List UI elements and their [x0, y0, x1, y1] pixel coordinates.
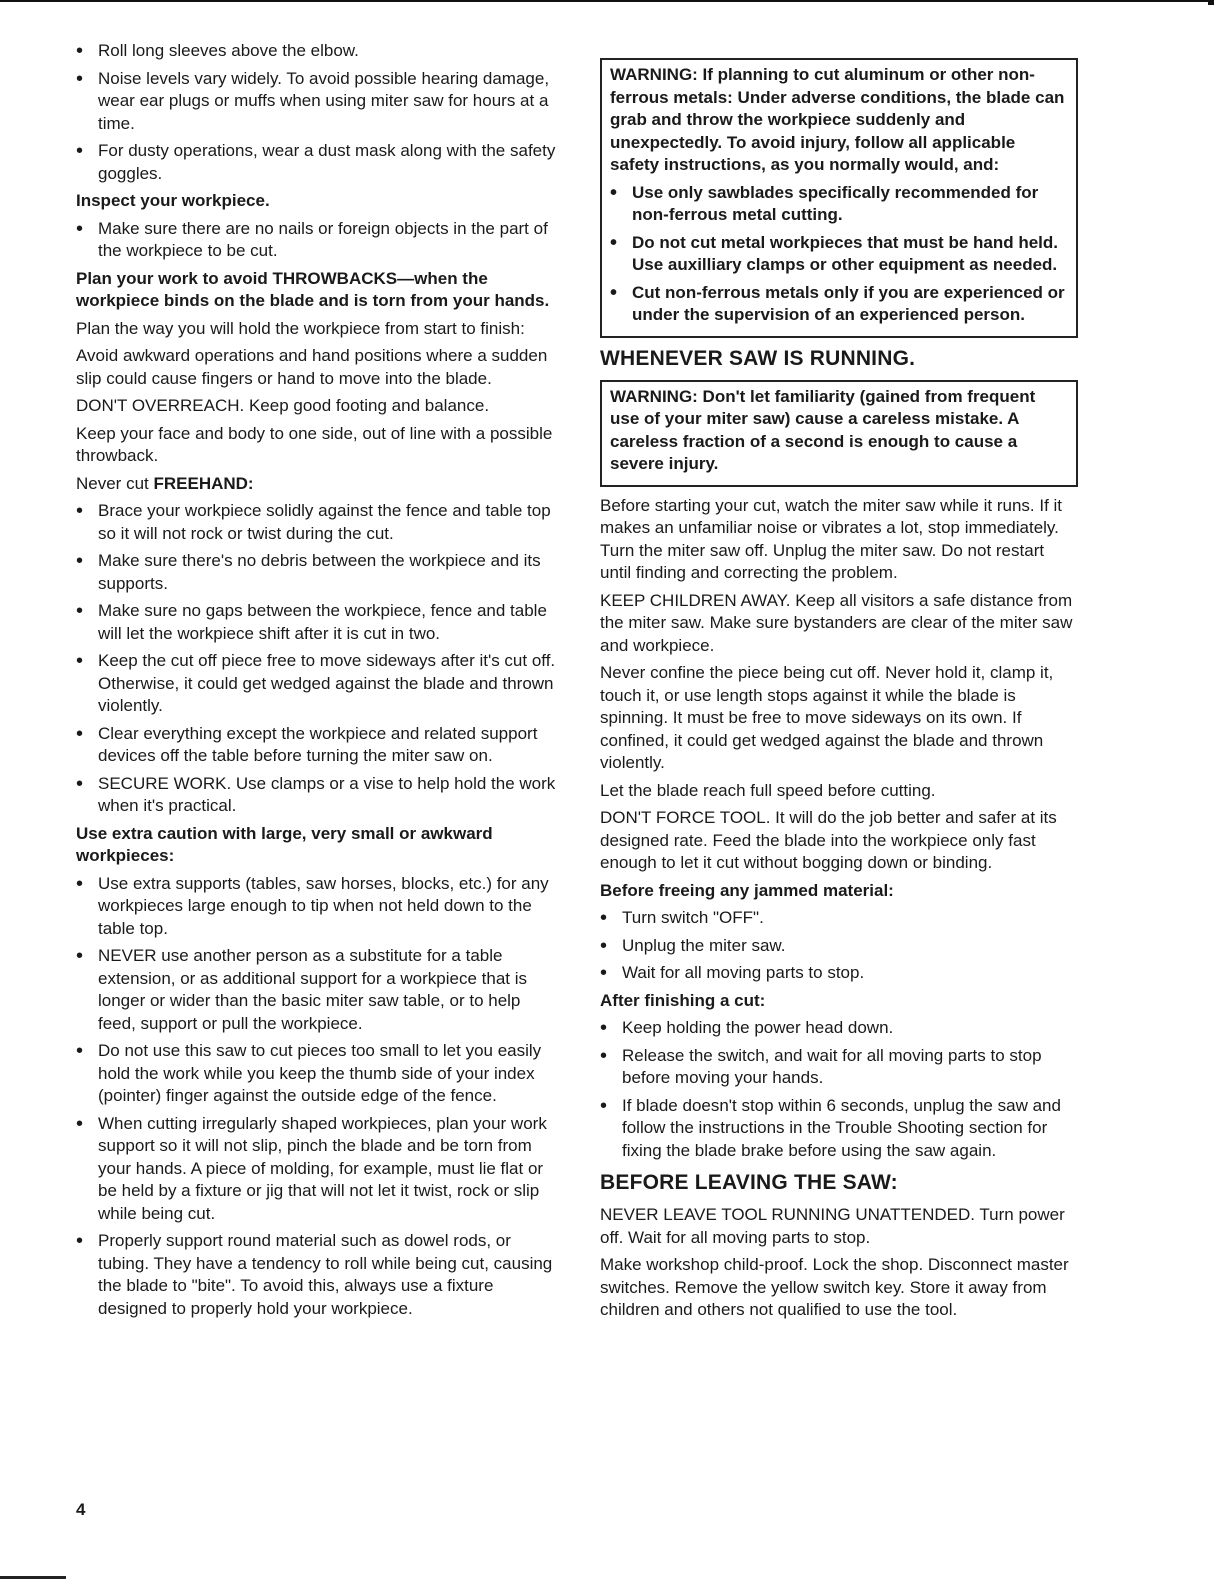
bullet-item: • Wait for all moving parts to stop. — [600, 962, 1078, 985]
bullet-item: • Keep holding the power head down. — [600, 1017, 1078, 1040]
paragraph: KEEP CHILDREN AWAY. Keep all visitors a safe distance from the miter saw. Make sure bystanders are clear of the miter saw and workpiece. — [600, 590, 1073, 655]
throwback-heading: Plan your work to avoid THROWBACKS—when the workpiece binds on the blade and is torn from your hands. — [76, 268, 550, 310]
bullet-item: • Keep the cut off piece free to move sideways after it's cut off. Otherwise, it could get wedged against the blade and thrown violently. — [76, 650, 556, 718]
page-number: 4 — [76, 1500, 86, 1519]
paragraph: Avoid awkward operations and hand positions where a sudden slip could cause fingers or hand to move into the blade. — [76, 346, 548, 388]
bullet-item: • Turn switch "OFF". — [600, 907, 1078, 930]
freehand-line — [76, 473, 556, 496]
top-rule-end — [1208, 0, 1214, 5]
bullet-item: • Clear everything except the workpiece and related support devices off the table before turning the miter saw on. — [76, 723, 556, 768]
paragraph: Let the blade reach full speed before cutting. — [600, 780, 936, 800]
bullet-item: • For dusty operations, wear a dust mask along with the safety goggles. — [76, 140, 556, 185]
warning-text: WARNING: Don't let familiarity (gained from frequent use of your miter saw) cause a careless mistake. A careless fraction of a second is enough to cause a severe injury. — [610, 386, 1036, 473]
paragraph: DON'T OVERREACH. Keep good footing and balance. — [76, 396, 490, 415]
bullet-item: • Do not use this saw to cut pieces too small to let you easily hold the work while you keep the thumb side of your index (pointer) finger against the outside edge of the fence. — [76, 1040, 556, 1108]
paragraph: Make workshop child-proof. Lock the shop. Disconnect master switches. Remove the yellow switch key. Store it away from children and others not qualified to use the tool. — [600, 1255, 1069, 1319]
warning-bullet: • Do not cut metal workpieces that must be hand held. Use auxilliary clamps or other equipment as needed. — [610, 232, 1068, 277]
paragraph: Before starting your cut, watch the miter saw while it runs. If it makes an unfamiliar noise or vibrates a lot, stop immediately. Turn the miter saw off. Unplug the miter saw. Do not restart until finding and correcting the problem. — [600, 495, 1063, 582]
bullet-item: • Properly support round material such as dowel rods, or tubing. They have a tendency to roll while being cut, causing the blade to "bite". To avoid this, always use a fixture designed to properly hold your workpiece. — [76, 1230, 556, 1320]
after-heading: After finishing a cut: — [600, 990, 766, 1010]
freehand-bold: FREEHAND: — [153, 473, 254, 493]
right-column — [600, 58, 1078, 1327]
bullet-item: • NEVER use another person as a substitute for a table extension, or as additional support for a workpiece that is longer or wider than the basic miter saw table, or to help feed, support or pull the workpiece. — [76, 945, 556, 1035]
caution-heading: Use extra caution with large, very small or awkward workpieces: — [76, 823, 493, 865]
jammed-heading: Before freeing any jammed material: — [600, 880, 894, 900]
bullet-item: • Unplug the miter saw. — [600, 935, 1078, 958]
bullet-item: • When cutting irregularly shaped workpieces, plan your work support so it will not slip, pinch the blade and be torn from your hands. A piece of molding, for example, must lie flat or be held by a fixture or jig that will not let it twist, rock or slip while being cut. — [76, 1113, 556, 1226]
warning-bullet: • Use only sawblades specifically recommended for non-ferrous metal cutting. — [610, 182, 1068, 227]
paragraph: DON'T FORCE TOOL. It will do the job better and safer at its designed rate. Feed the blade into the workpiece only fast enough to let it cut without bogging down or binding. — [600, 808, 1057, 872]
warning-text: WARNING: If planning to cut aluminum or other non-ferrous metals: Under adverse conditions, the blade can grab and throw the workpiece suddenly and unexpectedly. To avoid injury, follow all applicable safety instructions, as you normally would, and: — [610, 65, 1065, 174]
bullet-item: • Make sure there's no debris between the workpiece and its supports. — [76, 550, 556, 595]
bullet-item: • SECURE WORK. Use clamps or a vise to help hold the work when it's practical. — [76, 773, 556, 818]
paragraph: Never confine the piece being cut off. Never hold it, clamp it, touch it, or use length stops against it while the blade is spinning. It must be free to move sideways on its own. If confined, it could get wedged against the blade and thrown violently. — [600, 663, 1054, 772]
bullet-item: • If blade doesn't stop within 6 seconds, unplug the saw and follow the instructions in the Trouble Shooting section for fixing the blade brake before using the saw again. — [600, 1095, 1078, 1163]
bullet-item: • Make sure there are no nails or foreign objects in the part of the workpiece to be cut. — [76, 218, 556, 263]
bullet-item: • Use extra supports (tables, saw horses, blocks, etc.) for any workpieces large enough to tip when not held down to the table top. — [76, 873, 556, 941]
bullet-item: • Make sure no gaps between the workpiece, fence and table will let the workpiece shift after it is cut in two. — [76, 600, 556, 645]
paragraph: Keep your face and body to one side, out of line with a possible throwback. — [76, 423, 553, 465]
freehand-prefix: Never cut — [76, 473, 154, 493]
warning-box-nonferrous — [600, 58, 1078, 338]
top-rule — [0, 0, 1214, 2]
running-section-title: WHENEVER SAW IS RUNNING. — [600, 346, 916, 370]
bullet-item: • Roll long sleeves above the elbow. — [76, 40, 556, 63]
left-column — [76, 40, 556, 1325]
leaving-section-title: BEFORE LEAVING THE SAW: — [600, 1171, 898, 1194]
bottom-mark — [0, 1576, 66, 1579]
warning-box-familiarity — [600, 380, 1078, 487]
bullet-item: • Brace your workpiece solidly against the fence and table top so it will not rock or twist during the cut. — [76, 500, 556, 545]
warning-bullet: • Cut non-ferrous metals only if you are experienced or under the supervision of an experienced person. — [610, 282, 1068, 327]
bullet-item: • Noise levels vary widely. To avoid possible hearing damage, wear ear plugs or muffs when using miter saw for hours at a time. — [76, 68, 556, 136]
inspect-heading: Inspect your workpiece. — [76, 191, 270, 210]
paragraph: NEVER LEAVE TOOL RUNNING UNATTENDED. Turn power off. Wait for all moving parts to stop. — [600, 1205, 1065, 1247]
paragraph: Plan the way you will hold the workpiece from start to finish: — [76, 318, 525, 338]
bullet-item: • Release the switch, and wait for all moving parts to stop before moving your hands. — [600, 1045, 1078, 1090]
